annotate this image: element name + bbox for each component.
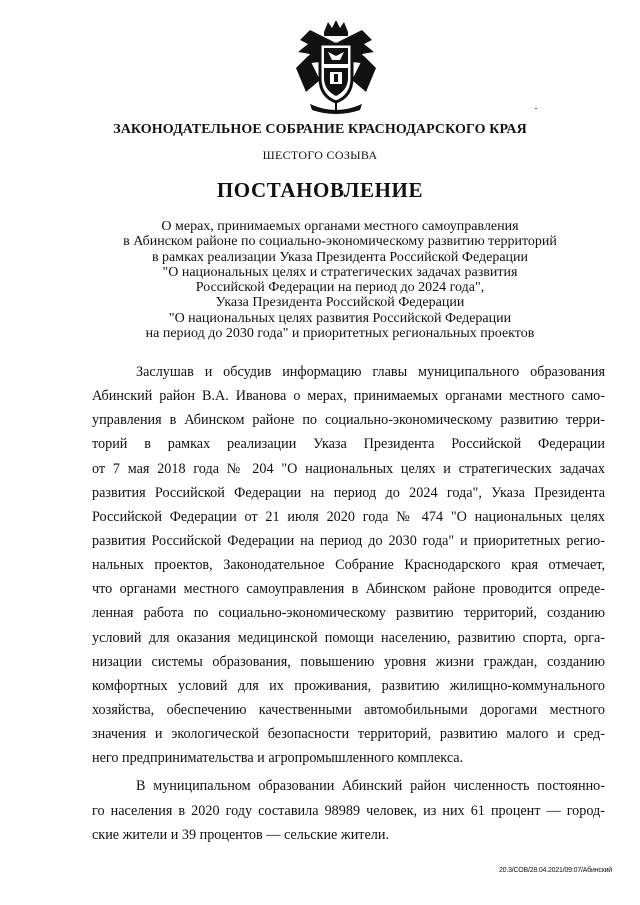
body-line: нальных проектов, Законодательное Собрание Краснодарского края отмечает,: [92, 557, 605, 574]
title-line: в Абинском районе по социально-экономическому развитию территорий: [123, 234, 557, 250]
document-registration-code: 20.3/СОВ/28.04.2021/09:07/Абинский: [498, 867, 612, 874]
document-type: ПОСТАНОВЛЕНИЕ: [216, 178, 424, 202]
title-line: О мерах, принимаемых органами местного самоуправления: [161, 219, 519, 234]
body-line: него предпринимательства и агропромышленного комплекса.: [92, 750, 464, 767]
title-line: "О национальных целях и стратегических задачах развития: [162, 264, 518, 280]
organization-name: ЗАКОНОДАТЕЛЬНОЕ СОБРАНИЕ КРАСНОДАРСКОГО КРАЯ: [113, 122, 527, 137]
body-line: Абинский район В.А. Иванова о мерах, принимаемых органами местного само-: [92, 388, 605, 405]
body-line: ленная работа по социально-экономическому развитию территорий, созданию: [92, 605, 605, 622]
body-line: ские жители и 39 процентов — сельские жители.: [92, 826, 390, 843]
title-line: Российской Федерации на период до 2024 года",: [195, 280, 485, 296]
body-line: значения и экологической безопасности территорий, развитию малого и сред-: [92, 726, 605, 743]
document-body: [92, 360, 605, 847]
body-line: от 7 мая 2018 года № 204 "О национальных целях и стратегических задачах: [92, 460, 605, 477]
body-line: низации системы образования, повышению уровня жизни граждан, созданию: [92, 653, 605, 670]
body-line: хозяйства, обеспечению качественными автомобильными дорогами местного: [92, 701, 605, 718]
scan-speck: [535, 108, 537, 109]
body-line: развития Российской Федерации на период до 2030 года" и приоритетных регио-: [92, 532, 605, 549]
body-line: торий в рамках реализации Указа Президента Российской Федерации: [92, 436, 605, 453]
body-line: развития Российской Федерации на период до 2024 года", Указа Президента: [92, 484, 605, 501]
body-line: комфортных условий для их проживания, развитию жилищно-коммунального: [92, 677, 605, 694]
body-line: управления в Абинском районе по социально-экономическому развитию терри-: [92, 412, 605, 429]
resolution-title: [60, 219, 620, 341]
body-line: В муниципальном образовании Абинский район численность постоянно-: [136, 778, 605, 795]
title-line: Указа Президента Российской Федерации: [215, 295, 465, 311]
body-line: Заслушав и обсудив информацию главы муниципального образования: [136, 364, 605, 380]
body-line: условий для оказания медицинской помощи населению, развитию спорта, орга-: [92, 629, 605, 646]
body-line: го населения в 2020 году составила 98989 человек, из них 61 процент — город-: [92, 802, 605, 819]
body-line: Российской Федерации от 21 июля 2020 года № 474 "О национальных целях: [92, 508, 605, 525]
body-line: что органами местного самоуправления в Абинском районе проводится опреде-: [92, 581, 605, 598]
title-line: в рамках реализации Указа Президента Российской Федерации: [151, 249, 529, 265]
paragraph: [92, 360, 605, 770]
title-line: на период до 2030 года" и приоритетных региональных проектов: [145, 326, 535, 342]
convocation: ШЕСТОГО СОЗЫВА: [262, 148, 378, 162]
title-line: "О национальных целях развития Российской Федерации: [168, 310, 512, 326]
coat-of-arms-icon: [290, 18, 382, 118]
paragraph: [92, 774, 605, 846]
